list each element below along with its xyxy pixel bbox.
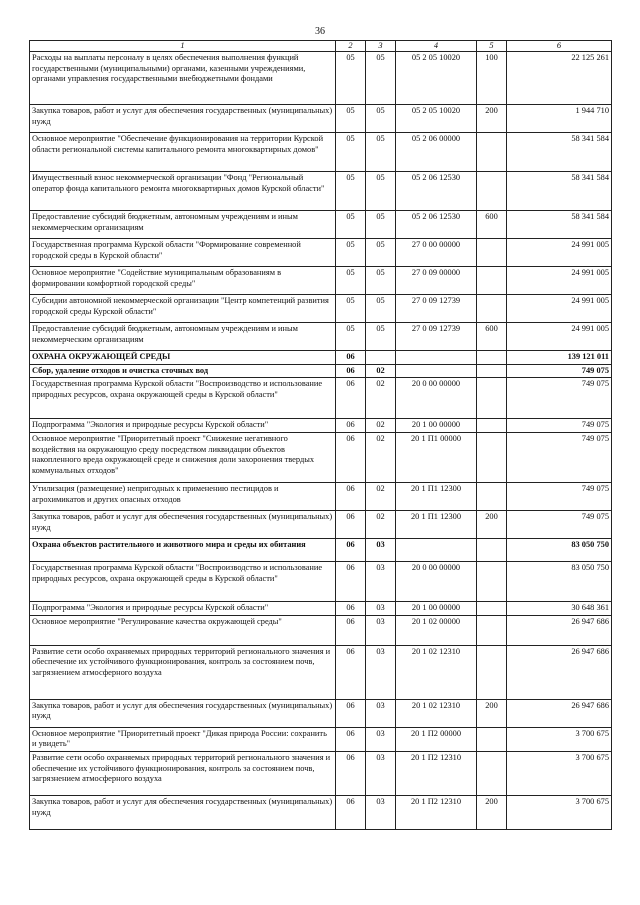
cell-expense-type	[477, 727, 507, 751]
cell-subsection: 03	[366, 699, 396, 727]
table-row	[30, 511, 612, 539]
cell-target-article: 20 1 П2 12310	[396, 795, 477, 829]
cell-amount: 58 341 584	[507, 133, 612, 172]
cell-amount: 26 947 686	[507, 645, 612, 699]
cell-subsection: 02	[366, 419, 396, 433]
cell-expense-type	[477, 751, 507, 795]
cell-amount: 26 947 686	[507, 699, 612, 727]
cell-target-article: 20 0 00 00000	[396, 378, 477, 419]
cell-target-article: 27 0 09 12739	[396, 323, 477, 351]
cell-section: 06	[336, 419, 366, 433]
cell-name: Предоставление субсидий бюджетным, автономным учреждениям и иным некоммерческим организациям	[30, 323, 336, 351]
cell-section: 05	[336, 52, 366, 105]
cell-target-article: 05 2 05 10020	[396, 105, 477, 133]
cell-target-article: 20 1 П1 12300	[396, 511, 477, 539]
cell-amount: 749 075	[507, 419, 612, 433]
cell-target-article: 05 2 05 10020	[396, 52, 477, 105]
cell-expense-type: 100	[477, 52, 507, 105]
header-cell-sum: 6	[507, 41, 612, 52]
cell-section: 05	[336, 295, 366, 323]
cell-target-article: 05 2 06 12530	[396, 172, 477, 211]
cell-target-article: 20 1 П2 12310	[396, 751, 477, 795]
table-row	[30, 239, 612, 267]
table-row	[30, 795, 612, 829]
cell-name: Основное мероприятие "Обеспечение функционирования на территории Курской области региональной системы капитального ремонта многоквартирных домов"	[30, 133, 336, 172]
cell-subsection: 03	[366, 562, 396, 602]
cell-expense-type	[477, 562, 507, 602]
cell-subsection: 03	[366, 645, 396, 699]
cell-subsection: 03	[366, 727, 396, 751]
cell-target-article: 20 1 02 00000	[396, 615, 477, 645]
cell-name: Субсидии автономной некоммерческой организации "Центр компетенций развития городской среды Курской области"	[30, 295, 336, 323]
table-row	[30, 364, 612, 378]
cell-name: Охрана объектов растительного и животного мира и среды их обитания	[30, 539, 336, 562]
cell-name: Основное мероприятие "Приоритетный проект "Снижение негативного воздействия на окружающую среду посредством ликвидации объектов накопленного вреда окружающей среде и снижения доли захоронения твердых коммунальных отходов"	[30, 433, 336, 483]
cell-subsection: 03	[366, 615, 396, 645]
cell-target-article: 20 1 П1 12300	[396, 483, 477, 511]
cell-section: 06	[336, 511, 366, 539]
cell-expense-type: 200	[477, 795, 507, 829]
table-row	[30, 419, 612, 433]
table-row	[30, 211, 612, 239]
cell-target-article	[396, 364, 477, 378]
cell-subsection: 05	[366, 105, 396, 133]
cell-expense-type	[477, 645, 507, 699]
cell-target-article: 20 1 00 00000	[396, 602, 477, 616]
cell-expense-type	[477, 239, 507, 267]
cell-amount: 3 700 675	[507, 795, 612, 829]
cell-amount: 749 075	[507, 378, 612, 419]
cell-expense-type	[477, 602, 507, 616]
cell-section: 05	[336, 133, 366, 172]
cell-expense-type	[477, 351, 507, 365]
cell-expense-type	[477, 267, 507, 295]
cell-subsection: 03	[366, 751, 396, 795]
cell-subsection	[366, 351, 396, 365]
cell-section: 05	[336, 105, 366, 133]
table-row	[30, 172, 612, 211]
cell-section: 05	[336, 323, 366, 351]
cell-amount: 58 341 584	[507, 211, 612, 239]
cell-amount: 83 050 750	[507, 539, 612, 562]
cell-amount: 3 700 675	[507, 727, 612, 751]
cell-name: Утилизация (размещение) непригодных к применению пестицидов и агрохимикатов и других опасных отходов	[30, 483, 336, 511]
header-cell-name: 1	[30, 41, 336, 52]
cell-subsection: 05	[366, 133, 396, 172]
cell-amount: 24 991 005	[507, 267, 612, 295]
table-row	[30, 562, 612, 602]
cell-subsection: 05	[366, 295, 396, 323]
cell-expense-type	[477, 433, 507, 483]
cell-name: Основное мероприятие "Приоритетный проект "Дикая природа России: сохранить и увидеть"	[30, 727, 336, 751]
cell-target-article: 20 1 00 00000	[396, 419, 477, 433]
page-number: 36	[315, 26, 325, 37]
cell-expense-type: 200	[477, 699, 507, 727]
header-cell-pr: 3	[366, 41, 396, 52]
cell-expense-type	[477, 364, 507, 378]
cell-amount: 24 991 005	[507, 239, 612, 267]
cell-expense-type: 200	[477, 105, 507, 133]
cell-section: 06	[336, 699, 366, 727]
cell-section: 06	[336, 351, 366, 365]
cell-name: Закупка товаров, работ и услуг для обеспечения государственных (муниципальных) нужд	[30, 795, 336, 829]
cell-target-article: 20 1 П2 00000	[396, 727, 477, 751]
table-row	[30, 378, 612, 419]
cell-name: Государственная программа Курской области "Воспроизводство и использование природных ресурсов, охрана окружающей среды в Курской области"	[30, 562, 336, 602]
cell-section: 06	[336, 645, 366, 699]
cell-subsection: 05	[366, 267, 396, 295]
cell-subsection: 05	[366, 52, 396, 105]
cell-subsection: 05	[366, 323, 396, 351]
cell-expense-type	[477, 539, 507, 562]
cell-expense-type: 600	[477, 211, 507, 239]
cell-name: Закупка товаров, работ и услуг для обеспечения государственных (муниципальных) нужд	[30, 511, 336, 539]
cell-amount: 3 700 675	[507, 751, 612, 795]
cell-expense-type	[477, 378, 507, 419]
cell-section: 06	[336, 727, 366, 751]
cell-amount: 24 991 005	[507, 295, 612, 323]
table-row	[30, 483, 612, 511]
budget-table	[29, 40, 612, 830]
table-row	[30, 433, 612, 483]
cell-amount: 1 944 710	[507, 105, 612, 133]
cell-section: 06	[336, 364, 366, 378]
cell-expense-type: 200	[477, 511, 507, 539]
cell-name: Имущественный взнос некоммерческой организации "Фонд "Региональный оператор фонда капитального ремонта многоквартирных домов Курской области"	[30, 172, 336, 211]
cell-expense-type	[477, 483, 507, 511]
cell-section: 06	[336, 433, 366, 483]
cell-target-article: 20 1 П1 00000	[396, 433, 477, 483]
cell-expense-type	[477, 419, 507, 433]
cell-subsection: 05	[366, 211, 396, 239]
header-row	[30, 41, 612, 52]
cell-name: Расходы на выплаты персоналу в целях обеспечения выполнения функций государственными (муниципальными) органами, казенными учреждениями, органами управления государственными внебюджетными фондами	[30, 52, 336, 105]
cell-amount: 22 125 261	[507, 52, 612, 105]
cell-amount: 749 075	[507, 433, 612, 483]
header-cell-rz: 2	[336, 41, 366, 52]
cell-target-article: 20 0 00 00000	[396, 562, 477, 602]
cell-section: 05	[336, 172, 366, 211]
cell-name: Государственная программа Курской области "Формирование современной городской среды в Курской области"	[30, 239, 336, 267]
cell-amount: 24 991 005	[507, 323, 612, 351]
cell-amount: 30 648 361	[507, 602, 612, 616]
table-row	[30, 295, 612, 323]
cell-target-article: 27 0 09 12739	[396, 295, 477, 323]
cell-target-article	[396, 539, 477, 562]
cell-subsection: 05	[366, 239, 396, 267]
cell-section: 06	[336, 539, 366, 562]
cell-subsection: 05	[366, 172, 396, 211]
cell-target-article: 27 0 09 00000	[396, 267, 477, 295]
cell-section: 06	[336, 378, 366, 419]
cell-target-article: 05 2 06 00000	[396, 133, 477, 172]
cell-target-article: 27 0 00 00000	[396, 239, 477, 267]
cell-subsection: 02	[366, 364, 396, 378]
table-row	[30, 133, 612, 172]
cell-section: 05	[336, 211, 366, 239]
table-row	[30, 52, 612, 105]
cell-name: Закупка товаров, работ и услуг для обеспечения государственных (муниципальных) нужд	[30, 699, 336, 727]
table-row	[30, 267, 612, 295]
cell-target-article	[396, 351, 477, 365]
table-row	[30, 539, 612, 562]
cell-amount: 26 947 686	[507, 615, 612, 645]
cell-expense-type	[477, 295, 507, 323]
cell-expense-type: 600	[477, 323, 507, 351]
cell-subsection: 02	[366, 483, 396, 511]
cell-section: 06	[336, 795, 366, 829]
cell-subsection: 03	[366, 539, 396, 562]
cell-target-article: 05 2 06 12530	[396, 211, 477, 239]
table-row	[30, 602, 612, 616]
cell-subsection: 02	[366, 511, 396, 539]
header-cell-vr: 5	[477, 41, 507, 52]
cell-expense-type	[477, 133, 507, 172]
cell-amount: 749 075	[507, 483, 612, 511]
cell-section: 06	[336, 562, 366, 602]
cell-name: Государственная программа Курской области "Воспроизводство и использование природных ресурсов, охрана окружающей среды в Курской области"	[30, 378, 336, 419]
cell-section: 06	[336, 751, 366, 795]
cell-name: Предоставление субсидий бюджетным, автономным учреждениям и иным некоммерческим организациям	[30, 211, 336, 239]
cell-section: 06	[336, 483, 366, 511]
cell-name: Подпрограмма "Экология и природные ресурсы Курской области"	[30, 419, 336, 433]
cell-name: Развитие сети особо охраняемых природных территорий регионального значения и обеспечение их устойчивого функционирования, контроль за состоянием почв, загрязнением атмосферного воздуха	[30, 751, 336, 795]
cell-name: Основное мероприятие "Регулирование качества окружающей среды"	[30, 615, 336, 645]
cell-section: 06	[336, 615, 366, 645]
cell-amount: 139 121 011	[507, 351, 612, 365]
table-row	[30, 105, 612, 133]
cell-amount: 58 341 584	[507, 172, 612, 211]
cell-subsection: 02	[366, 433, 396, 483]
cell-name: Сбор, удаление отходов и очистка сточных вод	[30, 364, 336, 378]
header-cell-csr: 4	[396, 41, 477, 52]
cell-subsection: 02	[366, 378, 396, 419]
cell-target-article: 20 1 02 12310	[396, 645, 477, 699]
cell-name: ОХРАНА ОКРУЖАЮЩЕЙ СРЕДЫ	[30, 351, 336, 365]
cell-name: Подпрограмма "Экология и природные ресурсы Курской области"	[30, 602, 336, 616]
cell-subsection: 03	[366, 795, 396, 829]
cell-section: 06	[336, 602, 366, 616]
table-row	[30, 615, 612, 645]
table-row	[30, 323, 612, 351]
cell-name: Развитие сети особо охраняемых природных территорий регионального значения и обеспечение их устойчивого функционирования, контроль за состоянием почв, загрязнением атмосферного воздуха	[30, 645, 336, 699]
table-row	[30, 645, 612, 699]
cell-amount: 749 075	[507, 364, 612, 378]
table-row	[30, 727, 612, 751]
cell-section: 05	[336, 239, 366, 267]
table-row	[30, 699, 612, 727]
cell-amount: 749 075	[507, 511, 612, 539]
cell-name: Основное мероприятие "Содействие муниципальным образованиям в формировании комфортной городской среды"	[30, 267, 336, 295]
cell-name: Закупка товаров, работ и услуг для обеспечения государственных (муниципальных) нужд	[30, 105, 336, 133]
cell-expense-type	[477, 615, 507, 645]
cell-expense-type	[477, 172, 507, 211]
cell-section: 05	[336, 267, 366, 295]
cell-target-article: 20 1 02 12310	[396, 699, 477, 727]
cell-amount: 83 050 750	[507, 562, 612, 602]
cell-subsection: 03	[366, 602, 396, 616]
table-row	[30, 751, 612, 795]
table-row	[30, 351, 612, 365]
